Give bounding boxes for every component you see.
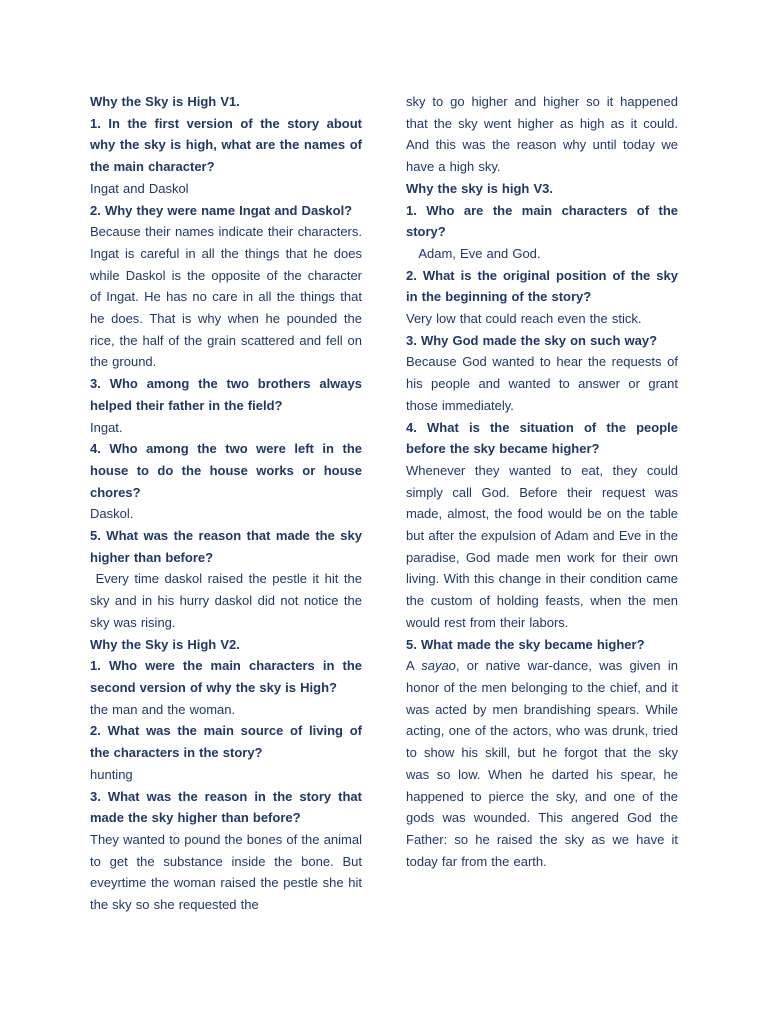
left-column (90, 91, 367, 916)
v2-answer-3-continued: sky to go higher and higher so it happened that the sky went higher as high as it could. And this was the reason why until today we have a high sky. (406, 94, 678, 175)
v1-answer-5: Every time daskol raised the pestle it hit the sky and in his hurry daskol did not notice the sky was rising. (90, 571, 367, 630)
v3-question-4: 4. What is the situation of the people before the sky became higher? (406, 419, 678, 457)
v1-heading: Why the Sky is High V1. (90, 94, 240, 109)
v2-question-3: 3. What was the reason in the story that made the sky higher than before? (90, 788, 362, 826)
v3-answer-5-italic-term: sayao (421, 658, 456, 674)
v1-answer-3: Ingat. (90, 419, 123, 435)
v1-answer-4: Daskol. (90, 506, 134, 522)
v1-question-2: 2. Why they were name Ingat and Daskol? (90, 202, 353, 218)
v1-question-4: 4. Who among the two were left in the house to do the house works or house chores? (90, 441, 362, 500)
right-column (406, 91, 678, 872)
v2-answer-3: They wanted to pound the bones of the animal to get the substance inside the bone. But eveyrtime the woman raised the pestle she hit the sky so she requested the (90, 831, 362, 913)
v3-answer-4: Whenever they wanted to eat, they could simply call God. Before their request was made, almost, the food would be on the table but after the expulsion of Adam and Eve in the paradise, God made men work for their own living. With this change in their condition came the custom of holding feasts, when the men would rest from their labors. (406, 462, 678, 630)
v3-answer-5-rest: , or native war-dance, was given in honor of the men belonging to the chief, and it was acted by men brandishing spears. While acting, one of the actors, who was drunk, tried to show his skill, but he forgot that the sky was so low. When he darted his spear, he happened to pierce the sky, and one of the gods was wounded. This angered God the Father: so he raised the sky as we have it today far from the earth. (406, 658, 678, 869)
v3-question-3: 3. Why God made the sky on such way? (406, 332, 658, 348)
v3-answer-3: Because God wanted to hear the requests of his people and wanted to answer or grant those immediately. (406, 354, 678, 413)
v3-question-1: 1. Who are the main characters of the story? (406, 202, 678, 240)
v2-question-2: 2. What was the main source of living of the characters in the story? (90, 723, 362, 761)
v1-answer-1: Ingat and Daskol (90, 180, 189, 196)
v2-heading: Why the Sky is High V2. (90, 636, 240, 652)
v2-answer-1: the man and the woman. (90, 701, 236, 717)
v1-question-3: 3. Who among the two brothers always helped their father in the field? (90, 376, 362, 413)
v3-answer-5 (406, 655, 678, 872)
v1-question-5: 5. What was the reason that made the sky higher than before? (90, 528, 362, 565)
v3-answer-2: Very low that could reach even the stick. (406, 311, 642, 327)
v1-answer-2: Because their names indicate their characters. Ingat is careful in all the things that he does while Daskol is the opposite of the character of Ingat. He has no care in all the things that he does. That is why when he pounded the rice, the half of the grain scattered and fell on the ground. (90, 224, 362, 370)
v3-question-2: 2. What is the original position of the sky in the beginning of the story? (406, 267, 678, 305)
v3-question-5: 5. What made the sky became higher? (406, 636, 645, 652)
v3-answer-1: Adam, Eve and God. (406, 245, 541, 261)
v1-question-1: 1. In the first version of the story about why the sky is high, what are the names of the main character? (90, 115, 362, 175)
v2-answer-2: hunting (90, 766, 133, 782)
v3-answer-5-start: A (406, 658, 422, 674)
v3-heading: Why the sky is high V3. (406, 180, 553, 196)
v2-question-1: 1. Who were the main characters in the second version of why the sky is High? (90, 658, 362, 695)
